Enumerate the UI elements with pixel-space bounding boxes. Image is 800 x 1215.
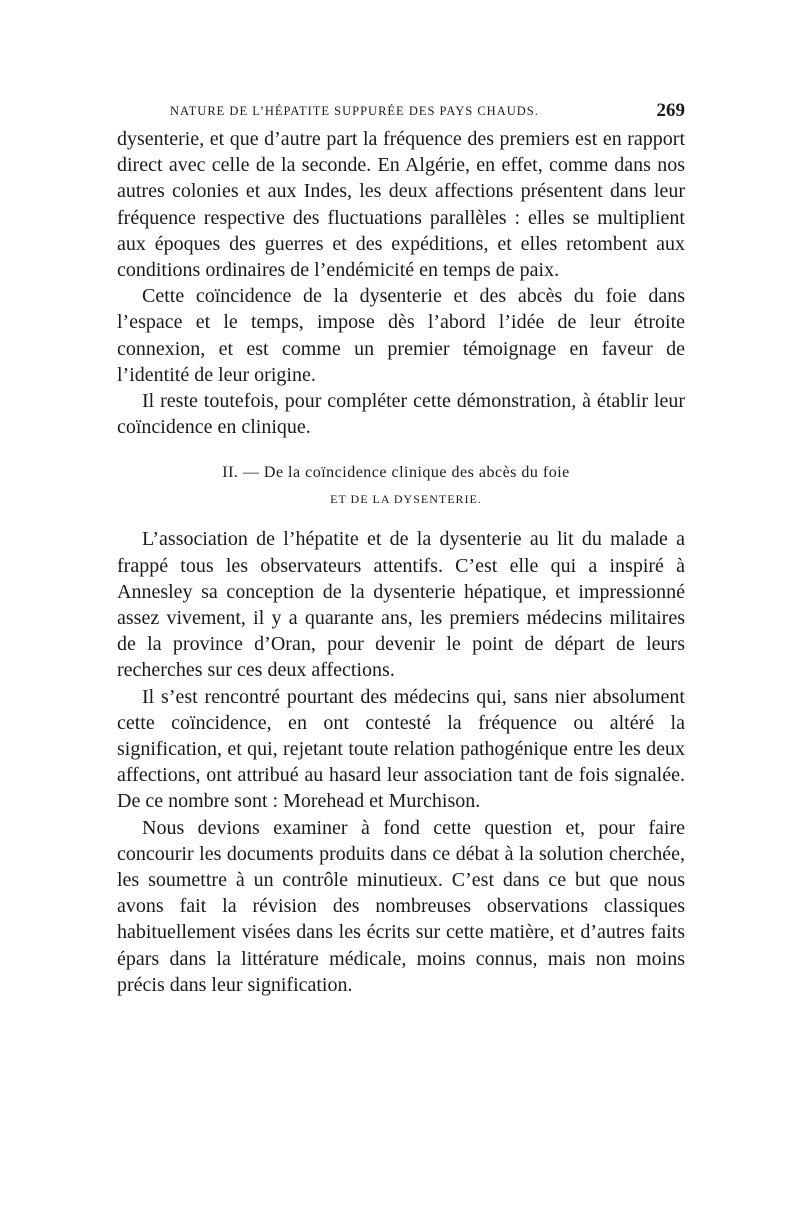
paragraph: L’association de l’hépatite et de la dysenterie au lit du malade a frappé tous les observateurs attentifs. C’est elle qui a inspiré à Annesley sa conception de la dysenterie hépatique, et impressionné assez vivement, il y a quarante ans, les premiers médecins militaires de la province d’Oran, pour devenir le point de départ de leurs recherches sur ces deux affections. [117,528,685,682]
paragraph: Il reste toutefois, pour compléter cette démonstration, à établir leur coïncidence en clinique. [117,390,685,439]
running-head [170,100,685,124]
section-heading-line2: ET DE LA DYSENTERIE. [330,492,482,507]
page-number: 269 [656,100,685,121]
paragraph: Nous devions examiner à fond cette question et, pour faire concourir les documents produits dans ce débat à la solution cherchée, les soumettre à un contrôle minutieux. C’est dans ce but que nous avons fait la révision des nombreuses observations classiques habituellement visées dans les écrits sur cette matière, et d’autres faits épars dans la littérature médicale, moins connus, mais non moins précis dans leur signification. [117,816,685,996]
running-title: NATURE DE L’HÉPATITE SUPPURÉE DES PAYS CHAUDS. [170,104,539,118]
body-text [117,126,685,998]
section-heading [117,462,685,510]
paragraph: Il s’est rencontré pourtant des médecins qui, sans nier absolument cette coïncidence, en ont contesté la fréquence ou altéré la signification, et qui, rejetant toute relation pathogénique entre les deux affections, ont attribué au hasard leur association tant de fois signalée. De ce nombre sont : Morehead et Murchison. [117,685,685,813]
paragraph-continued: dysenterie, et que d’autre part la fréquence des premiers est en rapport direct avec celle de la seconde. En Algérie, en effet, comme dans nos autres colonies et aux Indes, les deux affections présentent dans leur fréquence respective des fluctuations parallèles : elles se multiplient aux époques des guerres et des expéditions, et elles retombent aux conditions ordinaires de l’endémicité en temps de paix. [117,128,685,282]
paragraph: Cette coïncidence de la dysenterie et des abcès du foie dans l’espace et le temps, impose dès l’abord l’idée de leur étroite connexion, et est comme un premier témoignage en faveur de l’identité de leur origine. [117,285,685,386]
section-heading-line1: II. — De la coïncidence clinique des abcès du foie [222,464,570,482]
